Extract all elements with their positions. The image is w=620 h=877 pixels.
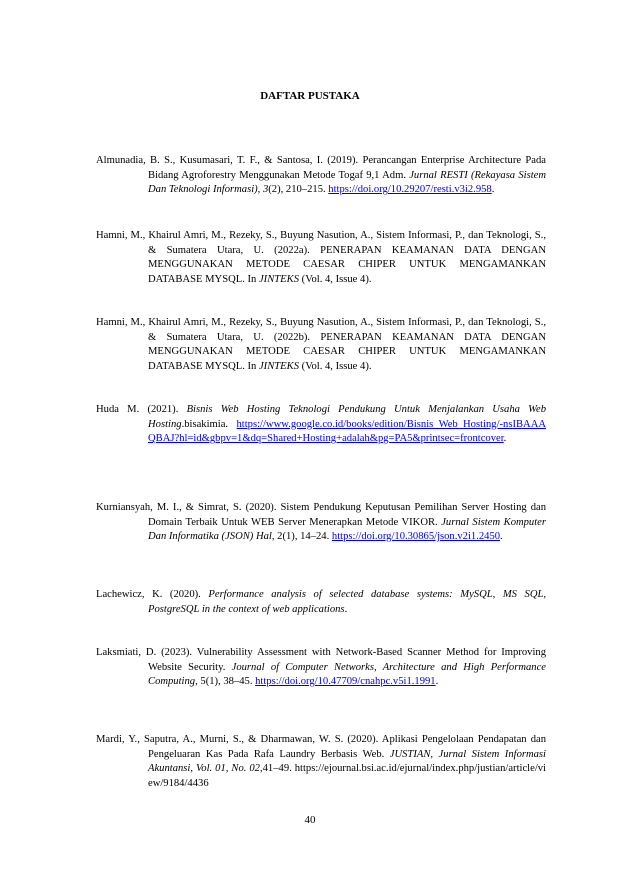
ref-journal: JINTEKS	[258, 273, 300, 285]
ref-pages: ,41–49.	[259, 763, 295, 775]
ref-tail: .	[435, 676, 439, 688]
ref-issue-pages: (2), 210–215.	[268, 184, 329, 196]
ref-journal: Jurnal Sistem Komputer Dan Informatika (JSON) Hal	[148, 516, 547, 543]
ref-text: Hamni, M., Khairul Amri, M., Rezeky, S., Buyung Nasution, A., Sistem Informasi, P., dan Teknologi, S., & Sumatera Utara, U. (2022b). PENERAPAN KEAMANAN DATA DENGAN MENGGUNAKAN METODE CAESAR CHIPER UNTUK MENGAMANKAN DATABASE MYSQL. In	[96, 317, 546, 372]
ref-authors: Almunadia, B. S., Kusumasari, T. F., & Santosa, I. (2019). Perancangan Enterprise Architecture Pada Bidang Agroforestry Menggunakan Metode Togaf 9,1 Adm.	[96, 155, 546, 181]
ref-tail: .	[491, 184, 495, 196]
page-number: 40	[304, 814, 316, 826]
reference-entry-almunadia: Almunadia, B. S., Kusumasari, T. F., & Santosa, I. (2019). Perancangan Enterprise Architecture Pada Bidang Agroforestry Menggunakan Metode Togaf 9,1 Adm. Jurnal RESTI (Rekayasa Sistem Dan Teknologi Informasi), 3(2), 210–215. https://doi.org/10.29207/resti.v3i2.958.	[96, 155, 547, 196]
ref-publisher: .bisakimia.	[181, 418, 237, 430]
reference-entry-kurniansyah	[96, 501, 546, 545]
ref-journal: JINTEKS	[258, 360, 300, 372]
reference-entry-huda	[96, 403, 546, 447]
ref-journal: Journal of Computer Networks, Architecture and High Performance Computing	[148, 661, 547, 688]
ref-volume-issue: , 5(1), 38–45.	[195, 676, 256, 688]
ref-journal: Jurnal RESTI (Rekayasa Sistem Dan Teknologi Informasi)	[148, 169, 547, 196]
ref-doi-link[interactable]: https://doi.org/10.30865/json.v2i1.2450	[331, 531, 501, 543]
ref-authors: Lachewicz, K. (2020).	[96, 589, 209, 600]
ref-title: Performance analysis of selected database systems: MySQL, MS SQL, PostgreSQL in the context of web applications	[148, 589, 547, 615]
ref-title: Bisnis Web Hosting Teknologi Pendukung Untuk Menjalankan Usaha Web Hosting	[148, 404, 546, 430]
ref-volume: 3	[262, 184, 269, 196]
reference-entry-hamni-b	[96, 316, 546, 374]
ref-journal: JUSTIAN, Jurnal Sistem Informasi Akuntansi, Vol. 01, No. 02	[148, 748, 546, 775]
reference-entry-laksmiati	[96, 646, 546, 690]
reference-entry-lachewicz	[96, 588, 546, 617]
ref-url: https://ejournal.bsi.ac.id/ejurnal/index.php/justian/article/view/9184/4436	[148, 763, 546, 789]
ref-authors: Huda M. (2021).	[96, 404, 187, 415]
reference-entry-mardi	[96, 733, 546, 791]
ref-text: Hamni, M., Khairul Amri, M., Rezeky, S., Buyung Nasution, A., Sistem Informasi, P., dan Teknologi, S., & Sumatera Utara, U. (2022a). PENERAPAN KEAMANAN DATA DENGAN MENGGUNAKAN METODE CAESAR CHIPER UNTUK MENGAMANKAN DATABASE MYSQL. In	[96, 230, 546, 285]
ref-doi-link[interactable]: https://doi.org/10.47709/cnahpc.v5i1.1991	[255, 676, 436, 688]
ref-tail: (Vol. 4, Issue 4).	[299, 273, 372, 285]
reference-entry-hamni-a	[96, 229, 546, 287]
ref-tail: .	[344, 603, 348, 615]
page-title: DAFTAR PUSTAKA	[260, 90, 360, 102]
ref-book-link[interactable]: https://www.google.co.id/books/edition/Bisnis_Web_Hosting/-nsIBAAAQBAJ?hl=id&gbpv=1&dq=Shared+Hosting+adalah&pg=PA5&printsec=frontcover	[148, 418, 546, 445]
ref-authors: Kurniansyah, M. I., & Simrat, S. (2020). Sistem Pendukung Keputusan Pemilihan Server Hosting dan Domain Terbaik Untuk WEB Server Menerapkan Metode VIKOR.	[96, 502, 546, 528]
ref-tail: .	[503, 433, 507, 445]
ref-tail: (Vol. 4, Issue 4).	[299, 360, 372, 372]
ref-doi-link[interactable]: https://doi.org/10.29207/resti.v3i2.958	[328, 184, 492, 196]
ref-authors: Mardi, Y., Saputra, A., Murni, S., & Dharmawan, W. S. (2020). Aplikasi Pengelolaan Pendapatan dan Pengeluaran Kas Pada Rafa Laundry Berbasis Web.	[96, 734, 546, 760]
ref-volume-issue: , 2(1), 14–24.	[271, 531, 332, 543]
ref-tail: .	[500, 531, 503, 543]
ref-authors: Laksmiati, D. (2023). Vulnerability Assessment with Network-Based Scanner Method for Improving Website Security.	[96, 647, 546, 673]
